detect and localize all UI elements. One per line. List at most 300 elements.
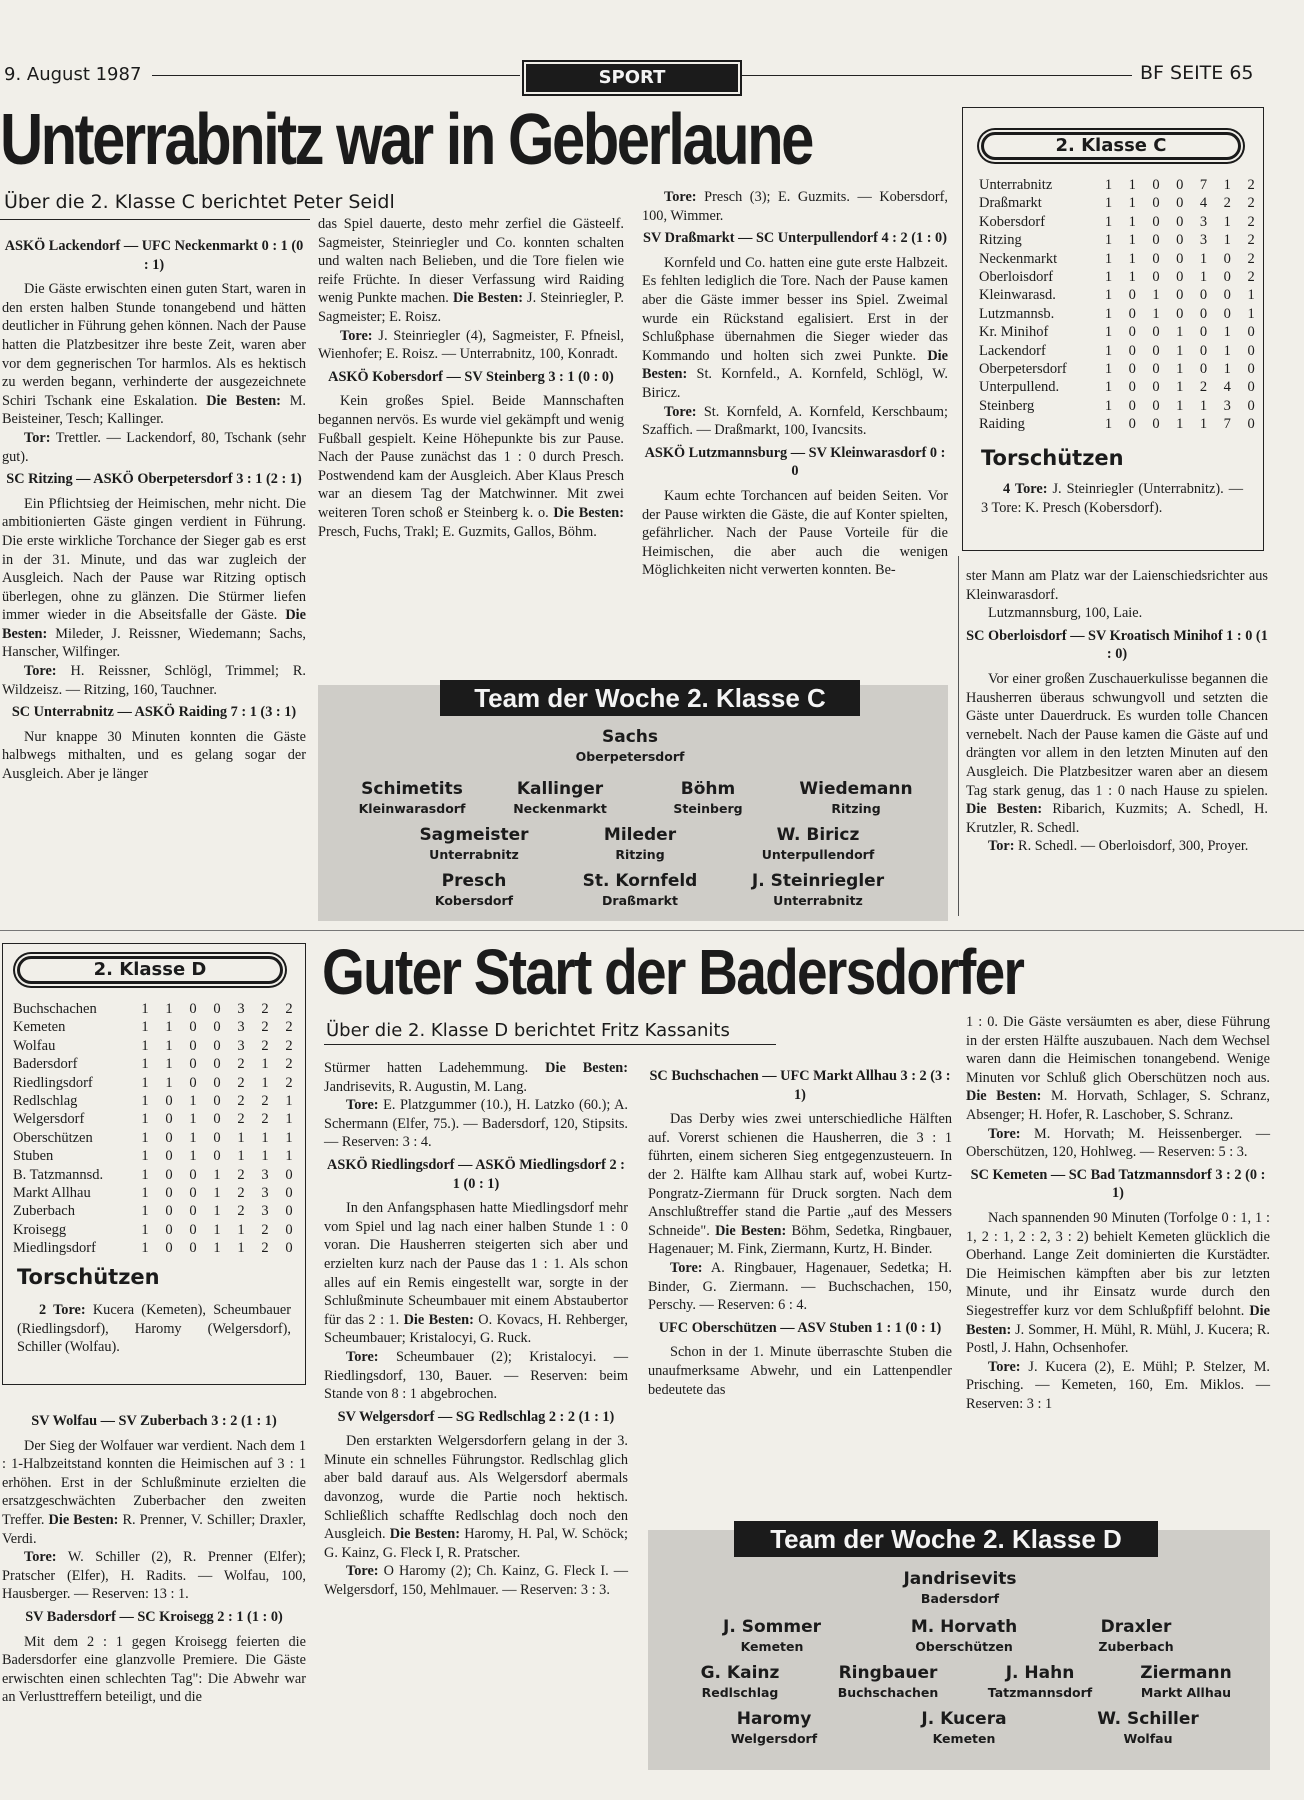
stat-cell: 1 [189,1129,197,1146]
stat-cell: 7 [1199,177,1208,193]
stat-cell: 1 [1104,342,1113,359]
stat-cell: 0 [1176,269,1184,286]
match-report [2,1633,306,1707]
team-name: Lackendorf [979,342,1046,359]
section-label: SPORT [526,64,738,92]
stat-cell: 1 [285,1111,293,1128]
scorers-label: Tore: [664,403,697,420]
stat-cell: 1 [1104,177,1113,193]
standings-row [979,231,1263,249]
best-players-label: Die Besten: [2,607,306,642]
stat-cell: 0 [1199,287,1208,304]
paragraph-text: W. Schiller (2), R. Prenner (Elfer); Pratscher (Elfer), H. Radits. — Wolfau, 100, Hausberger. — Reserven: 13 : 1. [2,1549,306,1603]
stat-cell: 1 [261,1074,269,1091]
best-players: Ribarich, Kuzmits; A. Schedl, H. Krutzler, R. Schedl. [966,801,1268,836]
match-scorers [324,1348,628,1404]
klasse-d-box [2,943,306,1385]
player-club: Ritzing [615,847,665,862]
best-players: St. Kornfeld., A. Kornfeld, Schlögl, W. Biricz. [642,366,948,401]
standings-row [13,1110,301,1128]
standings-row [13,1147,301,1165]
stat-cell: 1 [1128,195,1136,212]
stat-cell: 2 [1247,250,1255,267]
stat-cell: 0 [1176,213,1184,230]
stat-cell: 1 [1223,232,1231,249]
team-name: Kr. Minihof [979,324,1049,341]
stat-cell: 1 [1104,287,1113,304]
scorers-label: Tore: [664,189,697,205]
stat-cell: 0 [1199,324,1208,341]
player-club: Zuberbach [1098,1639,1174,1654]
stat-cell: 3 [261,1166,269,1183]
stat-cell: 1 [1104,195,1113,212]
stat-cell: 3 [1199,232,1208,249]
stat-cell: 1 [285,1093,293,1110]
scorers-label: Tore: [346,1348,379,1365]
stat-cell: 0 [1176,195,1184,212]
article2-byline: Über die 2. Klasse D berichtet Fritz Kassanits [326,1020,730,1041]
team-name: B. Tatzmannsd. [13,1166,104,1183]
klasse-c-title: 2. Klasse C [981,132,1241,160]
article1-col2 [318,215,624,541]
stat-cell: 0 [189,1074,197,1091]
stat-cell: 1 [1128,177,1136,193]
player-name: W. Schiller [1097,1709,1199,1729]
match-scorers [642,188,948,225]
match-heading: SV Wolfau — SV Zuberbach 3 : 2 (1 : 1) [31,1413,277,1429]
match-heading: SV Welgersdorf — SG Redlschlag 2 : 2 (1 : 1) [337,1408,615,1425]
stat-cell: 0 [1247,379,1255,396]
best-players-label: Die Besten: [966,1088,1042,1105]
klasse-c-scorers-text: J. Steinriegler (Unterrabnitz). — 3 Tore: K. Presch (Kobersdorf). [981,481,1243,516]
stat-cell: 2 [261,1240,269,1257]
klasse-c-standings [979,176,1263,434]
player-club: Unterpullendorf [761,847,875,862]
scorers-label: Tore: [346,1563,379,1580]
stat-cell: 1 [141,1240,149,1257]
stat-cell: 3 [237,1037,245,1054]
match-report [648,1343,952,1399]
stat-cell: 2 [1223,195,1231,212]
paragraph-text: 1 : 0. Die Gäste versäumten es aber, diese Führung in der ersten Hälfte auszubauen. Nach dem Wechsel waren dann die Heimischen tonangebend. Wenige Minuten vor Schluß glich Oberschützen noch aus. [966,1014,1270,1086]
scorers-label: Tore: [340,327,373,344]
article1-headline: Unterrabnitz war in Geberlaune [0,100,812,180]
standings-row [13,1202,301,1220]
standings-row [13,1239,301,1257]
stat-cell: 1 [237,1148,245,1165]
stat-cell: 2 [261,1037,269,1054]
stat-cell: 2 [237,1093,245,1110]
paragraph-text: Ein Pflichtsieg der Heimischen, mehr nicht. Die ambitionierten Gäste gingen verdient in Führung. Die erste wirkliche Torchance der Sieger gab es erst in der 31. Minute, und das war zugleich der Ausgleich. Nach der Pause war Ritzing optisch überlegen, ohne zu glänzen. Die Stürmer liefen immer wieder in die Abseitsfalle der Gäste. [2,495,306,624]
standings-row [13,1000,301,1018]
stat-cell: 0 [165,1129,173,1146]
stat-cell: 0 [213,1001,221,1017]
match-scorers [966,1125,1270,1162]
col-divider [958,556,959,916]
team-d-title: Team der Woche 2. Klasse D [734,1521,1158,1557]
player-name: Presch [441,871,507,891]
stat-cell: 0 [1199,305,1208,322]
stat-cell: 1 [1104,250,1113,267]
paragraph-text: Kaum echte Torchancen auf beiden Seiten. Vor der Pause wirkten die Gäste, die auf Konter spielten, gefährlicher. Nach der Pause Vorteile für die Heimischen, die aber auch die wenigen Möglichkeiten nicht verwerten konnten. Be- [642,487,948,579]
scorers-label: Tore: [670,1259,703,1276]
stat-cell: 0 [189,1056,197,1073]
stat-cell: 2 [1247,213,1255,230]
team-name: Oberpetersdorf [979,361,1067,378]
stat-cell: 1 [141,1166,149,1183]
stat-cell: 0 [1199,361,1208,378]
stat-cell: 0 [1128,361,1136,378]
stat-cell: 0 [285,1185,293,1202]
paragraph-text: Presch (3); E. Guzmits. — Kobersdorf, 100, Wimmer. [642,189,948,224]
stat-cell: 0 [1223,305,1231,322]
article2-headline: Guter Start der Badersdorfer [322,936,1024,1008]
player-name: J. Sommer [723,1617,821,1637]
stat-cell: 0 [1247,324,1255,341]
team-player [684,1710,864,1748]
stat-cell: 2 [285,1056,293,1073]
standings-row [979,378,1263,396]
player-club: Kleinwarasdorf [358,801,466,816]
article1-col4 [966,567,1268,856]
scorers-label: Tore: [346,1097,379,1114]
stat-cell: 1 [141,1221,149,1238]
match-scorers [648,1259,952,1315]
paragraph-text: A. Ringbauer, Hagenauer, Sedetka; H. Binder, G. Ziermann. — Buchschachen, 150, Perschy. — Reserven: 6 : 4. [648,1259,952,1314]
stat-cell: 1 [213,1185,221,1202]
stat-cell: 2 [285,1074,293,1091]
klasse-d-scorers [17,1301,291,1357]
best-players-label: Die Besten: [553,504,624,521]
article2-col3 [966,1013,1270,1413]
stat-cell: 1 [1152,305,1160,322]
stat-cell: 7 [1223,416,1231,433]
team-name: Steinberg [979,397,1035,414]
best-players-label: Die Besten: [389,1526,460,1543]
match-report [318,215,624,327]
stat-cell: 1 [1176,342,1184,359]
player-name: Mileder [603,825,677,845]
player-club: Unterrabnitz [429,847,519,862]
article1-col1 [2,233,306,784]
match-heading: SV Badersdorf — SC Kroisegg 2 : 1 (1 : 0) [25,1608,283,1625]
player-club: Markt Allhau [1140,1685,1232,1700]
match-heading: UFC Oberschützen — ASV Stuben 1 : 1 (0 : 1) [658,1319,942,1336]
match-heading: SC Kemeten — SC Bad Tatzmannsdorf 3 : 2 (0 : 1) [970,1166,1266,1202]
match-report [966,670,1268,837]
best-players-label: Die Besten: [206,392,281,409]
klasse-d-title: 2. Klasse D [17,956,283,984]
best-players: Haromy, H. Pal, W. Schöck; G. Kainz, G. Fleck I, R. Pratscher. [324,1526,628,1561]
team-player [384,872,564,910]
standings-row [13,1184,301,1202]
standings-row [979,286,1263,304]
stat-cell: 1 [141,1019,149,1036]
klasse-c-scorers [981,480,1243,517]
player-name: J. Hahn [1005,1663,1075,1683]
stat-cell: 1 [1247,305,1255,322]
article2-col1 [324,1059,628,1600]
player-name: Draxler [1100,1617,1172,1637]
stat-cell: 3 [1223,397,1231,414]
stat-cell: 1 [141,1111,149,1128]
stat-cell: 0 [1152,250,1160,267]
stat-cell: 1 [1104,232,1113,249]
standings-row [979,323,1263,341]
stat-cell: 2 [261,1221,269,1238]
stat-cell: 0 [189,1037,197,1054]
stat-cell: 0 [1247,342,1255,359]
stat-cell: 1 [141,1001,149,1017]
paragraph-text: H. Reissner, Schlögl, Trimmel; R. Wildzeisz. — Ritzing, 160, Tauchner. [2,663,306,698]
stat-cell: 0 [1176,287,1184,304]
stat-cell: 0 [1199,342,1208,359]
player-name: Jandrisevits [903,1569,1017,1589]
section-divider [0,930,1304,931]
paragraph-text: Kornfeld und Co. hatten eine gute erste Halbzeit. Es fehlten lediglich die Tore. Nach der Pause kamen aber die Gäste immer besser ins Spiel. Zweimal wurde ein Rückstand egalisiert. Erst in der Schlußphase übernahmen die Sieger wieder das Kommando und holten sich zwei Punkte. [642,254,948,364]
team-name: Zuberbach [13,1203,75,1220]
stat-cell: 1 [1104,379,1113,396]
scorers-label: Tor: [24,429,51,446]
stat-cell: 1 [285,1129,293,1146]
stat-cell: 2 [237,1203,245,1220]
team-name: Unterpullend. [979,379,1060,396]
stat-cell: 0 [165,1111,173,1128]
player-club: Wolfau [1123,1731,1173,1746]
player-name: G. Kainz [700,1663,780,1683]
stat-cell: 0 [1128,342,1136,359]
match-report [642,487,948,580]
team-name: Wolfau [13,1037,56,1054]
stat-cell: 1 [1104,397,1113,414]
team-name: Neckenmarkt [979,250,1058,267]
stat-cell: 0 [1152,379,1160,396]
player-name: Böhm [680,779,736,799]
team-player [384,826,564,864]
stat-cell: 0 [1152,416,1160,433]
team-name: Redlschlag [13,1093,78,1110]
stat-cell: 1 [1223,177,1231,193]
stat-cell: 0 [213,1019,221,1036]
match-report [966,604,1268,623]
standings-row [979,213,1263,231]
paragraph-text: M. Horvath; M. Heissenberger. — Oberschützen, 120, Hohlweg. — Reserven: 5 : 3. [966,1125,1270,1161]
best-players: O. Kovacs, H. Rehberger, Scheumbauer; Kristalocyi, G. Ruck. [324,1311,628,1347]
team-name: Oberschützen [13,1129,93,1146]
paragraph-text: Vor einer großen Zuschauerkulisse begannen die Hausherren überaus schwungvoll und setzten die Gäste unter Dauerdruck. Es wurden tolle Chancen vernebelt. Nach der Pause kamen die Gäste auf und drängten vor allem in den letzten Minuten auf den Ausgleich. Die Platzbesitzer waren aber an diesem Tag stark genug, das 1 : 0 nach Hause zu spielen. [966,670,1268,799]
stat-cell: 0 [213,1129,221,1146]
stat-cell: 0 [1152,195,1160,212]
player-club: Kemeten [740,1639,804,1654]
stat-cell: 0 [1247,416,1255,433]
stat-cell: 3 [261,1203,269,1220]
stat-cell: 2 [1247,195,1255,212]
stat-cell: 0 [1152,269,1160,286]
article2-col2 [648,1063,952,1399]
match-heading: SV Draßmarkt — SC Unterpullendorf 4 : 2 (1 : 0) [643,230,947,247]
stat-cell: 2 [1247,269,1255,286]
page-date: 9. August 1987 [4,64,142,85]
team-name: Badersdorf [13,1056,78,1073]
stat-cell: 0 [189,1221,197,1238]
paragraph-text: O Haromy (2); Ch. Kainz, G. Fleck I. — Welgersdorf, 150, Mehlmauer. — Reserven: 3 : 3. [324,1563,628,1599]
best-players-label: Die Besten: [452,290,523,307]
stat-cell: 0 [1176,177,1184,193]
standings-row [979,250,1263,268]
match-report [2,1437,306,1549]
player-name: Wiedemann [799,779,913,799]
match-scorers [966,837,1268,856]
stat-cell: 0 [1152,361,1160,378]
team-player [1046,1618,1226,1656]
page-number: BF SEITE 65 [1140,62,1254,84]
standings-row [13,1166,301,1184]
stat-cell: 2 [261,1093,269,1110]
stat-cell: 2 [237,1056,245,1073]
match-report [318,392,624,541]
stat-cell: 0 [285,1240,293,1257]
match-scorers [318,327,624,364]
team-player [766,780,946,818]
stat-cell: 0 [189,1166,197,1183]
stat-cell: 0 [1176,305,1184,322]
team-player [1096,1664,1276,1702]
stat-cell: 3 [1199,213,1208,230]
stat-cell: 1 [1104,305,1113,322]
player-club: Tatzmannsdorf [987,1685,1093,1700]
team-name: Welgersdorf [13,1111,85,1128]
stat-cell: 2 [237,1074,245,1091]
match-heading: ASKÖ Lutzmannsburg — SV Kleinwarasdorf 0 : 0 [644,444,946,480]
standings-row [979,305,1263,323]
stat-cell: 2 [237,1166,245,1183]
stat-cell: 2 [237,1111,245,1128]
stat-cell: 3 [237,1001,245,1017]
match-report [324,1059,628,1096]
standings-row [13,1018,301,1036]
stat-cell: 1 [1223,213,1231,230]
player-name: Sagmeister [419,825,529,845]
best-players: Presch, Fuchs, Trakl; E. Guzmits, Gallos, Böhm. [318,523,597,540]
match-report [324,1199,628,1348]
match-report [2,728,306,784]
paragraph-text: Nur knappe 30 Minuten konnten die Gäste halbwegs mithalten, und es gelang sogar der Ausgleich. Aber je länger [2,728,306,783]
team-name: Buchschachen [13,1001,97,1017]
paragraph-text: Stürmer hatten Ladehemmung. [324,1060,546,1076]
best-players: R. Prenner, V. Schiller; Draxler, Verdi. [2,1511,307,1547]
standings-row [13,1129,301,1147]
player-name: Ziermann [1140,1663,1232,1683]
team-c-title: Team der Woche 2. Klasse C [440,680,860,716]
stat-cell: 1 [189,1148,197,1165]
match-scorers [2,662,306,699]
player-club: Buchschachen [837,1685,939,1700]
best-players: M. Beisteiner, Tesch; Kallinger. [2,392,306,428]
stat-cell: 0 [165,1221,173,1238]
paragraph-text: St. Kornfeld, A. Kornfeld, Kerschbaum; Szaffich. — Draßmarkt, 100, Ivancsits. [642,403,948,439]
standings-row [13,1092,301,1110]
team-name: Unterrabnitz [979,177,1053,193]
paragraph-text: Das Derby wies zwei unterschiedliche Hälften auf. Vorerst schienen die Hausherren, die 3 : 1 führten, einem sicheren Sieg entgegenzusteuern. In der 2. Hälfte kam Allhau stark auf, wobei Kurtz-Pongratz-Ziermann für Druck sorgten. Nach dem Anschlußtreffer stand die Partie „auf des Messers Schneide". [648,1111,952,1239]
stat-cell: 1 [141,1074,149,1091]
stat-cell: 0 [1247,361,1255,378]
player-club: Neckenmarkt [513,801,607,816]
match-report [324,1432,628,1562]
scorers-label: Tore: [24,1549,57,1566]
match-scorers [966,1358,1270,1414]
stat-cell: 1 [1152,287,1160,304]
player-club: Kobersdorf [434,893,514,908]
stat-cell: 1 [165,1037,173,1054]
stat-cell: 0 [1152,232,1160,249]
player-name: St. Kornfeld [582,871,698,891]
paragraph-text: In den Anfangsphasen hatte Miedlingsdorf mehr vom Spiel und lag nach einer halben Stunde 1 : 0 voran. Die Hausherren steigerten sich aber und erzielten kurz nach der Pause das 1 : 1. Als schon alles auf ein Remis eingestellt war, sorgte in der Schlußminute Scheumbauer mit einem Abstaubertor für das 2 : 1. [324,1200,628,1328]
stat-cell: 1 [1223,342,1231,359]
stat-cell: 1 [1128,250,1136,267]
paragraph-text: J. Kucera (2), E. Mühl; P. Stelzer, M. Prisching. — Kemeten, 160, Em. Miklos. — Reserven: 3 : 1 [966,1358,1270,1412]
team-player [870,1570,1050,1608]
paragraph-text: Die Gäste erwischten einen guten Start, waren in den ersten halben Stunde tonangebend und hätten deutlicher in Führung gehen können. Nach der Pause hatten die Platzbesitzer ihre beste Zeit, waren aber vor dem gegnerischen Tor harmlos. Als es hektisch zu werden begann, verhinderte der ausgezeichnete Schiri Tschank eine Eskalation. [2,281,306,409]
team-player [550,872,730,910]
stat-cell: 0 [213,1074,221,1091]
stat-cell: 1 [141,1148,149,1165]
klasse-c-scorers-title: Torschützen [981,446,1124,470]
stat-cell: 4 [1223,379,1231,396]
paragraph-text: Nach spannenden 90 Minuten (Torfolge 0 : 1, 1 : 1, 2 : 1, 2 : 2, 3 : 2) behielt Kemeten glücklich die Oberhand. Lange Zeit dominierten die Kurstädter. Die Heimischen kämpften aber bis zur letzten Minute, und ihr Einsatz wurde durch den Siegestreffer kurz vor dem Schlußpfiff belohnt. [966,1209,1270,1319]
stat-cell: 1 [165,1074,173,1091]
best-players: Jandrisevits, R. Augustin, M. Lang. [324,1078,527,1095]
player-name: Haromy [736,1709,812,1729]
header-rule-left [152,75,520,76]
stat-cell: 0 [213,1037,221,1054]
standings-row [13,1221,301,1239]
stat-cell: 0 [1128,305,1136,322]
stat-cell: 1 [1176,361,1184,378]
klasse-c-box [962,107,1264,551]
best-players-label: Die Besten: [403,1311,474,1328]
standings-row [13,1055,301,1073]
stat-cell: 1 [1199,250,1208,267]
paragraph-text: E. Platzgummer (10.), H. Latzko (60.); A. Schermann (Elfer, 75.). — Badersdorf, 120, Stipsits. — Reserven: 3 : 4. [324,1097,628,1151]
player-club: Oberpetersdorf [575,749,685,764]
stat-cell: 1 [1104,324,1113,341]
paragraph-text: das Spiel dauerte, desto mehr zerfiel die Gästeelf. Sagmeister, Steinriegler und Co. konnten schalten und walten nach Belieben, und die Tore fielen wie reife Früchte. In dieser Verfassung wird Raiding wenig Punkte machen. [318,216,624,307]
team-name: Stuben [13,1148,54,1165]
team-player [1058,1710,1238,1748]
stat-cell: 0 [165,1093,173,1110]
stat-cell: 1 [1223,361,1231,378]
stat-cell: 2 [285,1019,293,1036]
stat-cell: 0 [285,1203,293,1220]
klasse-d-scorers-label: 2 Tore: [39,1302,86,1318]
stat-cell: 1 [237,1129,245,1146]
stat-cell: 1 [1176,416,1184,433]
best-players-label: Die Besten: [966,1302,1270,1338]
standings-row [979,360,1263,378]
stat-cell: 2 [285,1001,293,1017]
stat-cell: 1 [213,1203,221,1220]
paragraph-text: Der Sieg der Wolfauer war verdient. Nach dem 1 : 1-Halbzeitstand konnten die Heimischen auf 3 : 1 erhöhen. Erst in der Schlußminute erzielten die ersatzgeschwächten Zuberbacher den zweiten Treffer. [2,1437,306,1528]
stat-cell: 0 [1152,324,1160,341]
team-name: Markt Allhau [13,1185,91,1202]
scorers-label: Tore: [988,1125,1021,1142]
match-heading: ASKÖ Lackendorf — UFC Neckenmarkt 0 : 1 (0 : 1) [4,238,304,273]
stat-cell: 1 [1128,213,1136,230]
match-scorers [324,1562,628,1599]
stat-cell: 1 [141,1185,149,1202]
player-name: Schimetits [361,779,463,799]
player-name: M. Horvath [910,1617,1018,1637]
